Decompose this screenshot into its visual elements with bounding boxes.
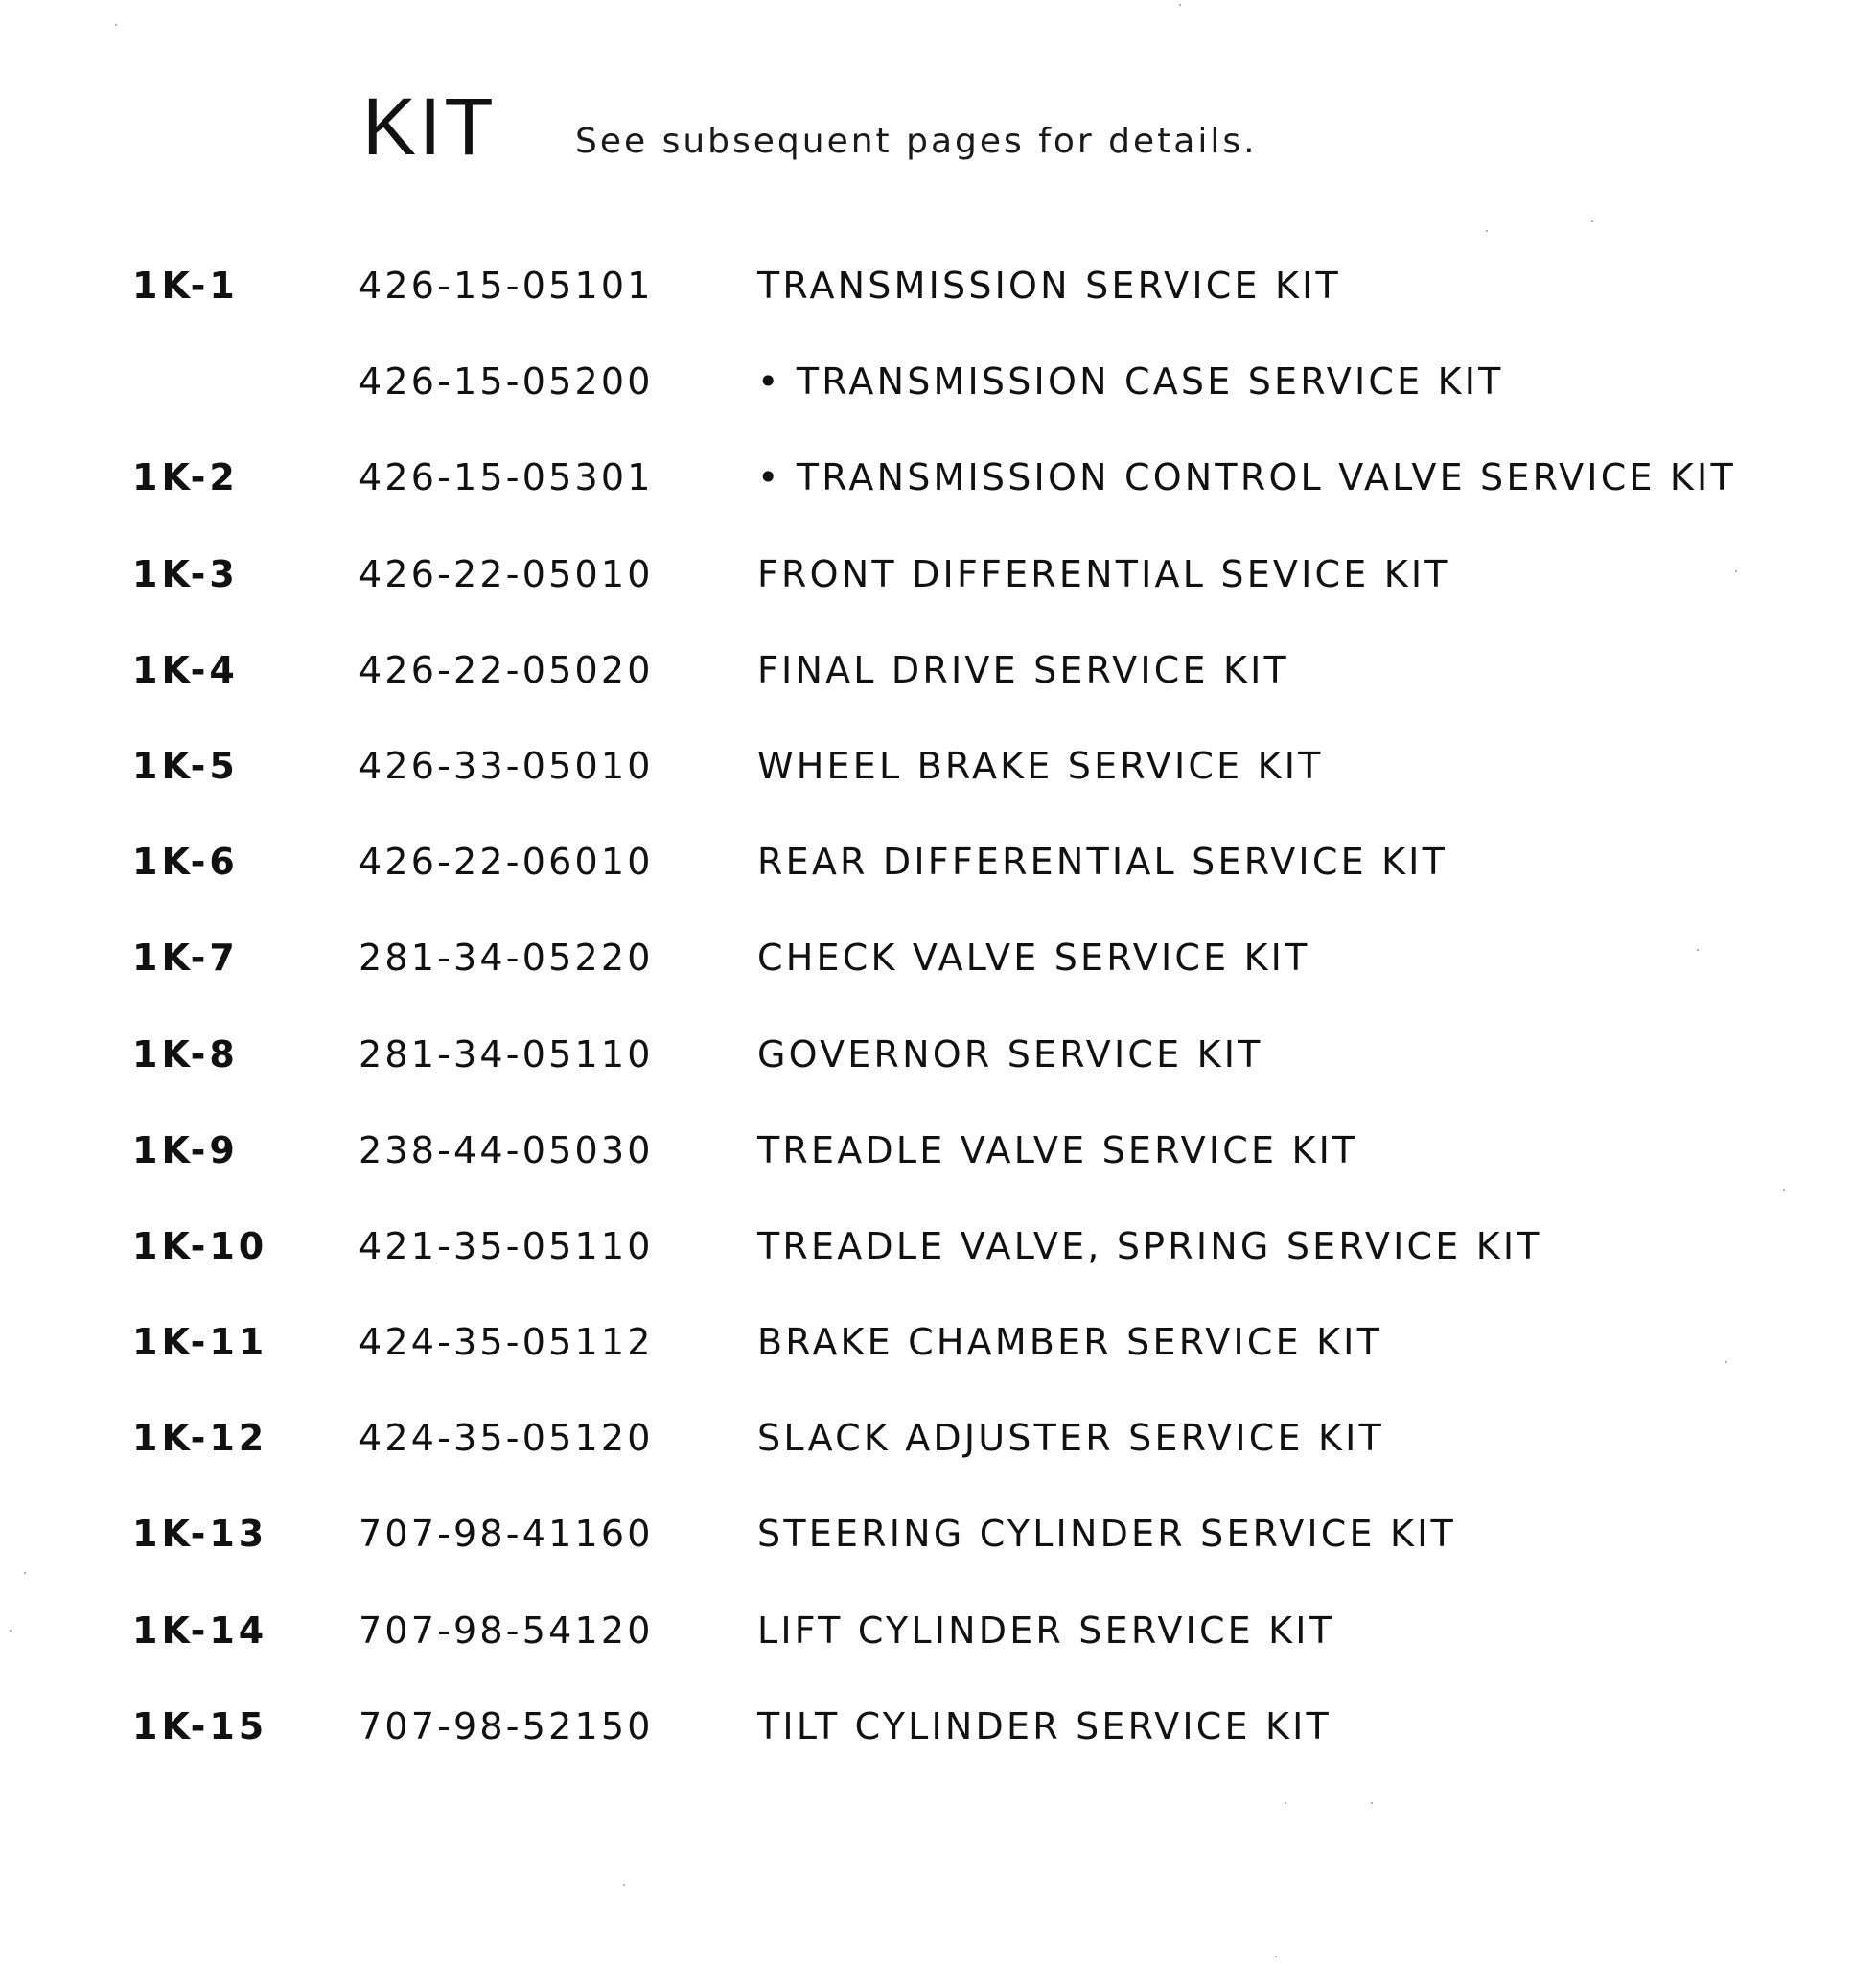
page-subtitle: See subsequent pages for details. bbox=[575, 122, 1258, 161]
kit-reference: 1K-7 bbox=[132, 937, 239, 980]
kit-reference: 1K-9 bbox=[132, 1128, 239, 1171]
kit-description: LIFT CYLINDER SERVICE KIT bbox=[757, 1609, 1335, 1652]
kit-reference: 1K-2 bbox=[132, 456, 239, 499]
kit-row bbox=[0, 1122, 1876, 1217]
kit-row bbox=[0, 641, 1876, 737]
kit-description: STEERING CYLINDER SERVICE KIT bbox=[757, 1513, 1456, 1556]
kit-description: TRANSMISSION SERVICE KIT bbox=[757, 265, 1341, 307]
kit-part-number: 707-98-54120 bbox=[359, 1609, 654, 1652]
kit-reference: 1K-11 bbox=[132, 1321, 268, 1364]
kit-reference: 1K-4 bbox=[132, 648, 239, 691]
kit-row bbox=[0, 449, 1876, 544]
kit-part-number: 426-15-05101 bbox=[359, 265, 654, 307]
scan-speck bbox=[1783, 1189, 1785, 1191]
kit-reference: 1K-8 bbox=[132, 1032, 239, 1076]
scan-speck bbox=[1735, 570, 1737, 572]
kit-part-number: 426-33-05010 bbox=[359, 744, 654, 787]
kit-row bbox=[0, 1313, 1876, 1409]
kit-description: SLACK ADJUSTER SERVICE KIT bbox=[757, 1417, 1384, 1460]
kit-list bbox=[0, 257, 1876, 1794]
kit-reference: 1K-12 bbox=[132, 1417, 268, 1460]
kit-row bbox=[0, 1505, 1876, 1601]
kit-description: WHEEL BRAKE SERVICE KIT bbox=[757, 744, 1324, 787]
scan-speck bbox=[1591, 220, 1593, 222]
kit-part-number: 424-35-05120 bbox=[359, 1417, 654, 1460]
kit-part-number: 707-98-41160 bbox=[359, 1513, 654, 1556]
kit-row bbox=[0, 257, 1876, 353]
kit-part-number: 424-35-05112 bbox=[359, 1321, 654, 1364]
kit-row bbox=[0, 833, 1876, 929]
kit-reference: 1K-6 bbox=[132, 841, 239, 884]
kit-part-number: 426-22-06010 bbox=[359, 841, 654, 884]
kit-reference: 1K-3 bbox=[132, 552, 239, 595]
kit-part-number: 426-15-05200 bbox=[359, 360, 654, 404]
kit-reference: 1K-13 bbox=[132, 1513, 268, 1556]
kit-description: TILT CYLINDER SERVICE KIT bbox=[757, 1704, 1332, 1748]
kit-description: TREADLE VALVE, SPRING SERVICE KIT bbox=[757, 1224, 1542, 1267]
kit-part-number: 426-22-05020 bbox=[359, 648, 654, 691]
kit-part-number: 421-35-05110 bbox=[359, 1224, 654, 1267]
scan-speck bbox=[1697, 949, 1699, 951]
scan-speck bbox=[623, 1884, 625, 1886]
scan-speck bbox=[1275, 1956, 1277, 1957]
scan-speck bbox=[1179, 4, 1181, 6]
kit-reference: 1K-10 bbox=[132, 1224, 268, 1267]
kit-row bbox=[0, 1698, 1876, 1794]
kit-description: FINAL DRIVE SERVICE KIT bbox=[757, 648, 1289, 691]
scan-speck bbox=[1285, 1802, 1286, 1804]
kit-row bbox=[0, 1409, 1876, 1505]
kit-row bbox=[0, 737, 1876, 833]
page-title: KIT bbox=[362, 81, 497, 172]
kit-row bbox=[0, 1217, 1876, 1313]
kit-description: BRAKE CHAMBER SERVICE KIT bbox=[757, 1321, 1383, 1364]
kit-description: FRONT DIFFERENTIAL SEVICE KIT bbox=[757, 552, 1450, 595]
kit-reference: 1K-14 bbox=[132, 1609, 268, 1652]
kit-row bbox=[0, 545, 1876, 641]
kit-part-number: 426-15-05301 bbox=[359, 456, 654, 499]
scan-speck bbox=[115, 24, 117, 26]
kit-row bbox=[0, 1026, 1876, 1122]
kit-part-number: 281-34-05220 bbox=[359, 937, 654, 980]
kit-description: TREADLE VALVE SERVICE KIT bbox=[757, 1128, 1358, 1171]
kit-description: • TRANSMISSION CASE SERVICE KIT bbox=[757, 360, 1504, 404]
scan-speck bbox=[1486, 230, 1488, 232]
kit-description: CHECK VALVE SERVICE KIT bbox=[757, 937, 1310, 980]
kit-part-number: 707-98-52150 bbox=[359, 1704, 654, 1748]
kit-row bbox=[0, 929, 1876, 1025]
kit-description: • TRANSMISSION CONTROL VALVE SERVICE KIT bbox=[757, 456, 1736, 499]
kit-reference: 1K-1 bbox=[132, 265, 239, 307]
kit-part-number: 426-22-05010 bbox=[359, 552, 654, 595]
scan-speck bbox=[10, 1630, 12, 1632]
kit-reference: 1K-5 bbox=[132, 744, 239, 787]
kit-part-number: 281-34-05110 bbox=[359, 1032, 654, 1076]
kit-reference: 1K-15 bbox=[132, 1704, 268, 1748]
kit-row bbox=[0, 353, 1876, 449]
kit-description: GOVERNOR SERVICE KIT bbox=[757, 1032, 1263, 1076]
scan-speck bbox=[24, 1572, 26, 1574]
kit-part-number: 238-44-05030 bbox=[359, 1128, 654, 1171]
scan-speck bbox=[1725, 1361, 1727, 1363]
kit-description: REAR DIFFERENTIAL SERVICE KIT bbox=[757, 841, 1448, 884]
scan-speck bbox=[1371, 1802, 1373, 1804]
kit-row bbox=[0, 1602, 1876, 1698]
